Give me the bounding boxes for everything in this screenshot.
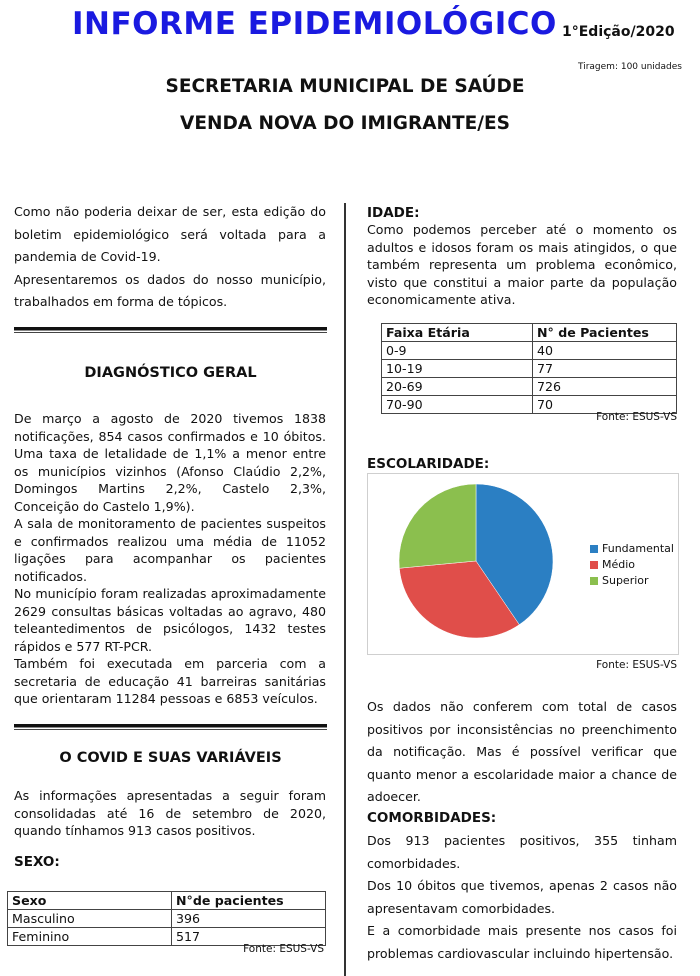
comorbidades-paragraph-1: Dos 913 pacientes positivos, 355 tinham comorbidades. [367, 833, 677, 871]
table-header-cell: N° de Pacientes [533, 324, 677, 342]
escolaridade-source: Fonte: ESUS-VS [596, 659, 677, 671]
comorbidades-section [367, 830, 677, 965]
escolaridade-note-paragraph: Os dados não conferem com total de casos positivos por inconsistências no preenchimento da notificação. Mas é possível verificar que quanto menor a escolaridade maior a chance de adoecer. [367, 699, 677, 804]
table-row [382, 360, 677, 378]
legend-label: Médio [602, 558, 636, 571]
legend-swatch [590, 561, 598, 569]
legend-item-superior [590, 573, 674, 589]
legend-item-medio [590, 557, 674, 573]
sexo-heading: SEXO: [14, 854, 60, 870]
escolaridade-note [367, 696, 677, 809]
table-row [382, 378, 677, 396]
idade-text [367, 221, 677, 309]
column-divider [344, 203, 346, 976]
table-cell: 20-69 [382, 378, 533, 396]
idade-paragraph: Como podemos perceber até o momento os adultos e idosos foram os mais atingidos, o que também representa um problema econômico, visto que constitui a maior parte da população economicamente ativa. [367, 222, 677, 307]
diagnostico-paragraph-3: No município foram realizadas aproximadamente 2629 consultas básicas voltadas ao agravo, 480 teleantedimentos de psicólogos, 1432 testes rápidos e 577 RT-PCR. [14, 586, 326, 654]
diagnostico-paragraph-2: A sala de monitoramento de pacientes suspeitos e confirmados realizou uma média de 11052 ligações para acompanhar os pacientes notificados. [14, 516, 326, 584]
intro-paragraph-2: Apresentaremos os dados do nosso município, trabalhados em forma de tópicos. [14, 271, 326, 309]
subtitle-city: VENDA NOVA DO IMIGRANTE/ES [180, 113, 510, 134]
idade-source: Fonte: ESUS-VS [596, 411, 677, 423]
section-divider [14, 724, 327, 728]
legend-label: Fundamental [602, 542, 674, 555]
chart-legend [590, 541, 674, 589]
table-row [8, 910, 326, 928]
table-row [382, 342, 677, 360]
escolaridade-pie-chart [367, 473, 679, 655]
comorbidades-paragraph-3: E a comorbidade mais presente nos casos foi problemas cardiovascular incluindo hipertensão. [367, 923, 677, 961]
diagnostico-title: DIAGNÓSTICO GERAL [84, 365, 257, 381]
table-cell: 396 [172, 910, 326, 928]
covid-intro [14, 787, 326, 840]
table-header-row [8, 892, 326, 910]
subtitle-secretaria: SECRETARIA MUNICIPAL DE SAÚDE [165, 76, 525, 97]
legend-item-fundamental [590, 541, 674, 557]
sexo-table [7, 891, 326, 946]
table-cell: Feminino [8, 928, 172, 946]
table-header-row [382, 324, 677, 342]
table-header-cell: N°de pacientes [172, 892, 326, 910]
diagnostico-paragraph-4: Também foi executada em parceria com a secretaria de educação 41 barreiras sanitárias que orientaram 11284 pessoas e 6853 veículos. [14, 656, 326, 706]
intro-section [14, 201, 326, 314]
comorbidades-heading: COMORBIDADES: [367, 810, 497, 826]
pie-slice-superior [399, 484, 476, 568]
table-header-cell: Sexo [8, 892, 172, 910]
table-header-cell: Faixa Etária [382, 324, 533, 342]
legend-swatch [590, 577, 598, 585]
table-cell: 70-90 [382, 396, 533, 414]
escolaridade-heading: ESCOLARIDADE: [367, 456, 490, 472]
table-cell: 77 [533, 360, 677, 378]
print-run-label: Tiragem: 100 unidades [578, 62, 682, 72]
comorbidades-paragraph-2: Dos 10 óbitos que tivemos, apenas 2 casos não apresentavam comorbidades. [367, 878, 677, 916]
main-title: INFORME EPIDEMIOLÓGICO [72, 6, 557, 42]
edition-label: 1°Edição/2020 [562, 24, 675, 40]
idade-heading: IDADE: [367, 205, 420, 221]
table-cell: 0-9 [382, 342, 533, 360]
covid-title: O COVID E SUAS VARIÁVEIS [59, 750, 282, 766]
table-cell: 70 [533, 396, 677, 414]
table-cell: 10-19 [382, 360, 533, 378]
table-cell: Masculino [8, 910, 172, 928]
intro-paragraph-1: Como não poderia deixar de ser, esta edição do boletim epidemiológico será voltada para a pandemia de Covid-19. [14, 204, 326, 264]
section-divider [14, 327, 327, 331]
table-cell: 726 [533, 378, 677, 396]
diagnostico-paragraph-1: De março a agosto de 2020 tivemos 1838 notificações, 854 casos confirmados e 10 óbitos. Uma taxa de letalidade de 1,1% a menor entre os municípios vizinhos (Afonso Claúdio 2,2%, Domingos Martins 2,2%, Castelo 2,3%, Conceição do Castelo 1,9%). [14, 411, 326, 514]
table-cell: 517 [172, 928, 326, 946]
diagnostico-section [14, 410, 326, 708]
table-cell: 40 [533, 342, 677, 360]
legend-label: Superior [602, 574, 649, 587]
idade-table [381, 323, 677, 414]
sexo-source: Fonte: ESUS-VS [243, 943, 324, 955]
legend-swatch [590, 545, 598, 553]
covid-paragraph: As informações apresentadas a seguir foram consolidadas até 16 de setembro de 2020, quando tínhamos 913 casos positivos. [14, 788, 326, 838]
